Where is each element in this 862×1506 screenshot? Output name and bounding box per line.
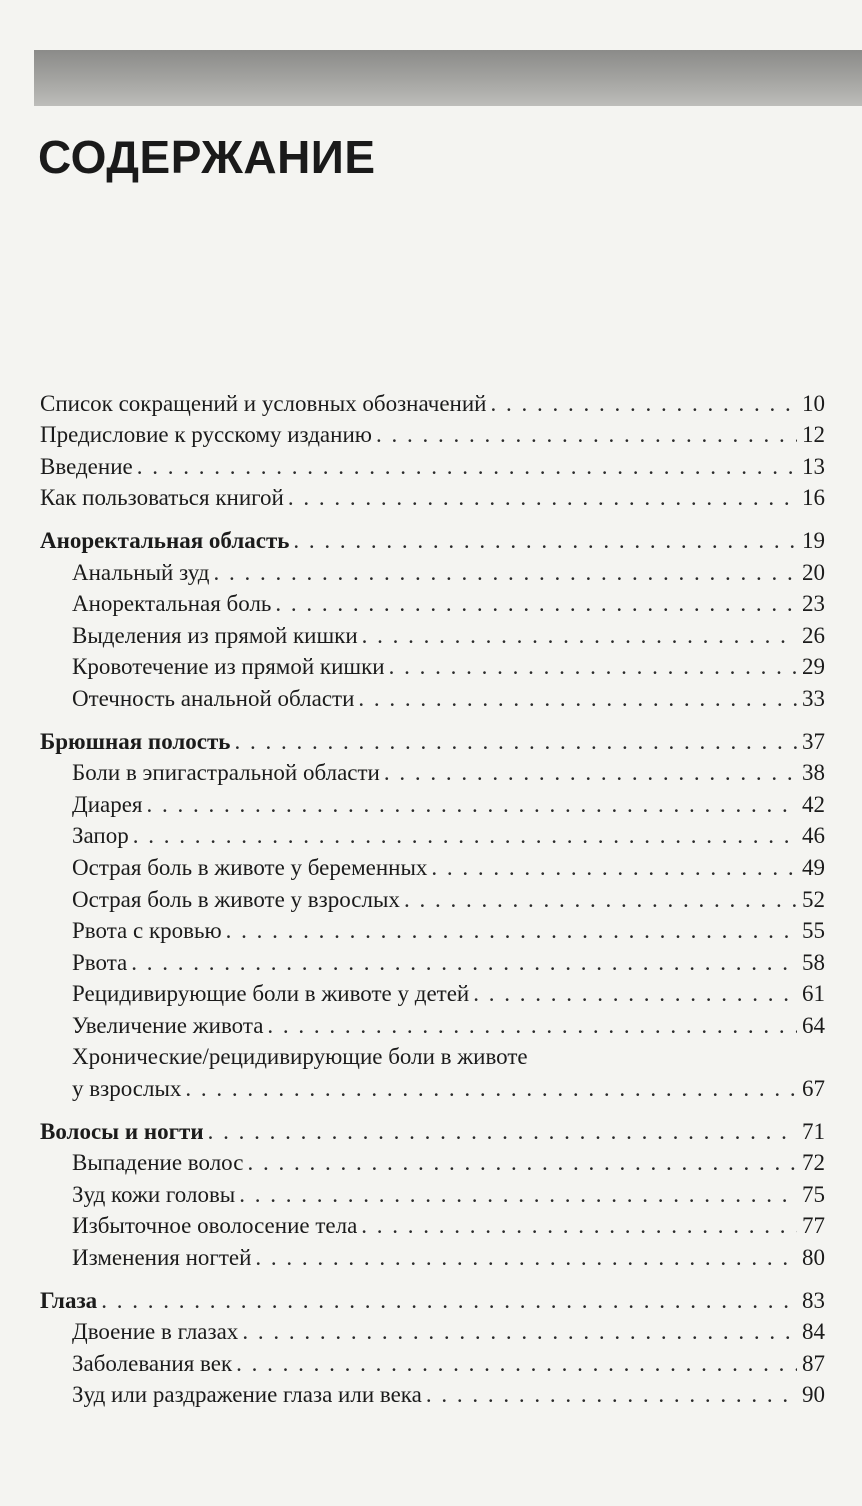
- page-title: СОДЕРЖАНИЕ: [38, 131, 376, 183]
- toc-page-number: 83: [802, 1287, 825, 1313]
- toc-entry-label: Острая боль в животе у взрослых: [72, 886, 400, 912]
- toc-entry-label: Анальный зуд: [72, 559, 210, 585]
- dot-leader: [361, 1211, 797, 1241]
- toc-entry[interactable]: [40, 1072, 825, 1104]
- toc-page-number: 72: [802, 1150, 825, 1176]
- toc-entry[interactable]: [40, 651, 825, 683]
- toc-page-number: 20: [802, 559, 825, 585]
- toc-entry[interactable]: [40, 556, 825, 588]
- dot-leader: [473, 979, 797, 1009]
- dot-leader: [431, 853, 797, 883]
- toc-section-label: Брюшная полость: [40, 728, 231, 754]
- toc-page-number: 10: [802, 390, 825, 416]
- toc-page-number: 61: [802, 981, 825, 1007]
- toc-entry[interactable]: [40, 788, 825, 820]
- dot-leader: [208, 1117, 797, 1147]
- dot-leader: [131, 948, 797, 978]
- toc-entry[interactable]: [40, 1178, 825, 1210]
- dot-leader: [384, 758, 797, 788]
- toc-entry-label: у взрослых: [72, 1076, 182, 1102]
- dot-leader: [185, 1074, 797, 1104]
- dot-leader: [242, 1317, 797, 1347]
- toc-section[interactable]: [40, 1115, 825, 1147]
- toc-entry[interactable]: [40, 1316, 825, 1348]
- toc-page-number: 84: [802, 1319, 825, 1345]
- toc-page-number: 19: [802, 527, 825, 553]
- dot-leader: [239, 1180, 797, 1210]
- dot-leader: [490, 389, 797, 419]
- toc-page-number: 13: [802, 453, 825, 479]
- dot-leader: [275, 589, 797, 619]
- toc-page-number: 16: [802, 485, 825, 511]
- toc-entry-label: Кровотечение из прямой кишки: [72, 654, 385, 680]
- toc-page-number: 37: [802, 728, 825, 754]
- toc-entry-label: Отечность анальной области: [72, 685, 355, 711]
- toc-page-number: 58: [802, 949, 825, 975]
- toc-entry-label: Заболевания век: [72, 1350, 233, 1376]
- toc-page-number: 64: [802, 1012, 825, 1038]
- toc-page-number: 90: [802, 1382, 825, 1408]
- toc-entry[interactable]: [40, 482, 825, 514]
- toc-entry[interactable]: [40, 450, 825, 482]
- toc-entry-label: Рвота с кровью: [72, 918, 222, 944]
- toc-page-number: 71: [802, 1118, 825, 1144]
- dot-leader: [133, 821, 797, 851]
- toc-entry-label: Зуд или раздражение глаза или века: [72, 1382, 422, 1408]
- toc-entry[interactable]: [40, 619, 825, 651]
- toc-page-number: 23: [802, 591, 825, 617]
- toc-page-number: 80: [802, 1245, 825, 1271]
- dot-leader: [376, 420, 797, 450]
- toc-entry-label: Зуд кожи головы: [72, 1181, 236, 1207]
- toc-entry-label: Предисловие к русскому изданию: [40, 422, 372, 448]
- dot-leader: [137, 452, 797, 482]
- toc-entry[interactable]: [40, 1379, 825, 1411]
- dot-leader: [234, 727, 797, 757]
- toc-entry-label: Изменения ногтей: [72, 1245, 252, 1271]
- dot-leader: [389, 652, 797, 682]
- header-band: [34, 50, 862, 106]
- dot-leader: [426, 1380, 797, 1410]
- toc-entry[interactable]: [40, 682, 825, 714]
- dot-leader: [213, 558, 797, 588]
- toc-page-number: 29: [802, 654, 825, 680]
- toc-page-number: 26: [802, 622, 825, 648]
- toc-entry[interactable]: [40, 1241, 825, 1273]
- toc-entry[interactable]: [40, 978, 825, 1010]
- toc-section-label: Глаза: [40, 1287, 98, 1313]
- toc-entry[interactable]: [40, 883, 825, 915]
- toc-page-number: 75: [802, 1181, 825, 1207]
- toc-entry-label: Список сокращений и условных обозначений: [40, 390, 487, 416]
- toc-page-number: 38: [802, 760, 825, 786]
- toc-entry-label: Выделения из прямой кишки: [72, 622, 358, 648]
- toc-entry[interactable]: [40, 820, 825, 852]
- toc-entry[interactable]: [40, 1347, 825, 1379]
- toc-entry-label: Выпадение волос: [72, 1150, 244, 1176]
- toc-entry-label: Избыточное оволосение тела: [72, 1213, 358, 1239]
- toc-entry[interactable]: [40, 588, 825, 620]
- toc-entry-first-line[interactable]: [40, 1041, 825, 1073]
- dot-leader: [101, 1286, 797, 1316]
- dot-leader: [147, 790, 798, 820]
- toc-page-number: 49: [802, 854, 825, 880]
- toc-page-number: 52: [802, 886, 825, 912]
- dot-leader: [404, 885, 797, 915]
- dot-leader: [226, 916, 797, 946]
- toc-entry-label: Рвота: [72, 949, 128, 975]
- toc-entry[interactable]: [40, 419, 825, 451]
- toc-entry[interactable]: [40, 915, 825, 947]
- toc-entry-label-line1: Хронические/рецидивирующие боли в животе: [72, 1044, 528, 1070]
- dot-leader: [362, 621, 797, 651]
- toc-entry[interactable]: [40, 1009, 825, 1041]
- toc-entry-label: Диарея: [72, 791, 143, 817]
- toc-page-number: 77: [802, 1213, 825, 1239]
- dot-leader: [236, 1349, 797, 1379]
- dot-leader: [247, 1148, 797, 1178]
- dot-leader: [293, 526, 797, 556]
- toc-page-number: 42: [802, 791, 825, 817]
- toc-entry-label: Рецидивирующие боли в животе у детей: [72, 981, 470, 1007]
- dot-leader: [267, 1011, 797, 1041]
- toc-entry[interactable]: [40, 1210, 825, 1242]
- toc-page-number: 12: [802, 422, 825, 448]
- toc-entry-label: Как пользоваться книгой: [40, 485, 284, 511]
- toc-page-number: 46: [802, 823, 825, 849]
- toc-entry[interactable]: [40, 1147, 825, 1179]
- dot-leader: [288, 483, 797, 513]
- toc-entry[interactable]: [40, 851, 825, 883]
- dot-leader: [255, 1243, 797, 1273]
- dot-leader: [358, 684, 797, 714]
- toc-entry-label: Запор: [72, 823, 129, 849]
- toc-page-number: 67: [802, 1076, 825, 1102]
- toc-entry-label: Введение: [40, 453, 133, 479]
- toc-entry-label: Боли в эпигастральной области: [72, 760, 380, 786]
- toc-section-label: Волосы и ногти: [40, 1118, 204, 1144]
- toc-section[interactable]: [40, 1284, 825, 1316]
- toc-entry[interactable]: [40, 757, 825, 789]
- toc-entry-label: Увеличение живота: [72, 1012, 264, 1038]
- toc-entry-label: Аноректальная боль: [72, 591, 272, 617]
- toc-section[interactable]: [40, 524, 825, 556]
- toc-entry-label: Двоение в глазах: [72, 1319, 239, 1345]
- toc-section-label: Аноректальная область: [40, 527, 290, 553]
- toc-entry-label: Острая боль в животе у беременных: [72, 854, 428, 880]
- table-of-contents: [40, 387, 825, 1410]
- toc-page-number: 33: [802, 685, 825, 711]
- toc-entry[interactable]: [40, 387, 825, 419]
- toc-page-number: 87: [802, 1350, 825, 1376]
- toc-entry[interactable]: [40, 946, 825, 978]
- toc-page-number: 55: [802, 918, 825, 944]
- toc-section[interactable]: [40, 725, 825, 757]
